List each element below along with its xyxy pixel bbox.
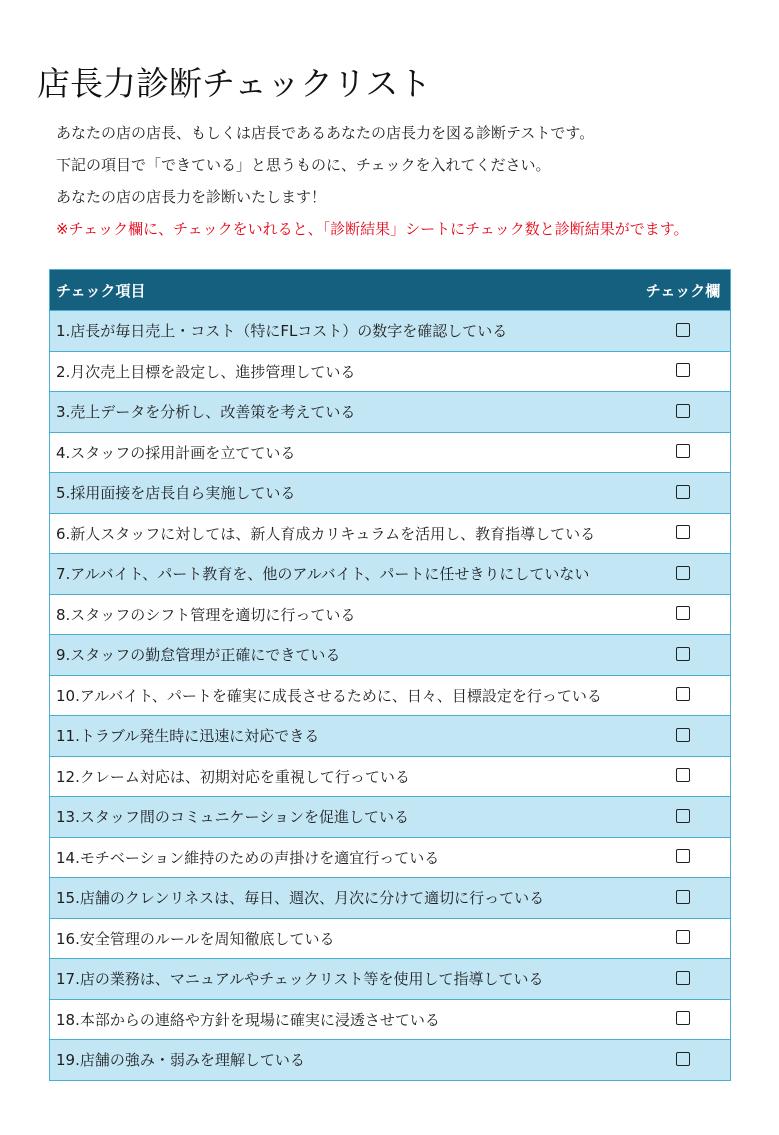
checkbox[interactable] — [676, 363, 690, 377]
checkbox[interactable] — [676, 647, 690, 661]
check-item-label: 11.トラブル発生時に迅速に対応できる — [56, 727, 320, 746]
table-row — [50, 715, 730, 756]
check-cell — [636, 392, 730, 432]
check-cell — [636, 1000, 730, 1040]
checkbox[interactable] — [676, 768, 690, 782]
check-item-label: 4.スタッフの採用計画を立てている — [56, 443, 296, 462]
check-item-label: 3.売上データを分析し、改善策を考えている — [56, 403, 356, 422]
header-check-column: チェック欄 — [645, 281, 721, 300]
checkbox[interactable] — [676, 890, 690, 904]
check-cell — [636, 757, 730, 797]
table-row — [50, 1039, 730, 1080]
table-row — [50, 391, 730, 432]
check-cell — [636, 554, 730, 594]
check-item-label: 1.店長が毎日売上・コスト（特にFLコスト）の数字を確認している — [56, 322, 508, 341]
table-row — [50, 877, 730, 918]
checkbox[interactable] — [676, 444, 690, 458]
check-item-label: 15.店舗のクレンリネスは、毎日、週次、月次に分けて適切に行っている — [56, 889, 545, 908]
check-item-label: 7.アルバイト、パート教育を、他のアルバイト、パートに任せきりにしていない — [56, 565, 590, 584]
table-row — [50, 999, 730, 1040]
check-cell — [636, 838, 730, 878]
checkbox[interactable] — [676, 971, 690, 985]
page-title: 店長力診断チェックリスト — [37, 64, 432, 103]
checkbox[interactable] — [676, 809, 690, 823]
check-item-label: 18.本部からの連絡や方針を現場に確実に浸透させている — [56, 1010, 440, 1029]
table-header — [50, 270, 730, 310]
table-row — [50, 918, 730, 959]
check-item-label: 12.クレーム対応は、初期対応を重視して行っている — [56, 767, 410, 786]
checklist-table — [49, 269, 731, 1081]
check-item-label: 16.安全管理のルールを周知徹底している — [56, 929, 335, 948]
table-row — [50, 472, 730, 513]
check-cell — [636, 473, 730, 513]
check-item-label: 19.店舗の強み・弱みを理解している — [56, 1051, 305, 1070]
table-row — [50, 837, 730, 878]
checkbox[interactable] — [676, 728, 690, 742]
intro-text — [56, 117, 756, 245]
table-row — [50, 553, 730, 594]
check-item-label: 2.月次売上目標を設定し、進捗管理している — [56, 362, 356, 381]
table-row — [50, 351, 730, 392]
checkbox[interactable] — [676, 1011, 690, 1025]
table-row — [50, 634, 730, 675]
check-item-label: 17.店の業務は、マニュアルやチェックリスト等を使用して指導している — [56, 970, 544, 989]
check-cell — [636, 514, 730, 554]
table-row — [50, 675, 730, 716]
table-row — [50, 756, 730, 797]
check-cell — [636, 311, 730, 351]
check-cell — [636, 595, 730, 635]
intro-line: あなたの店の店長、もしくは店長であるあなたの店長力を図る診断テストです。 — [56, 124, 595, 142]
header-check-item: チェック項目 — [56, 281, 146, 300]
check-item-label: 5.採用面接を店長自ら実施している — [56, 484, 296, 503]
checkbox[interactable] — [676, 1052, 690, 1066]
check-item-label: 14.モチベーション維持のための声掛けを適宜行っている — [56, 848, 440, 867]
table-row — [50, 432, 730, 473]
checkbox[interactable] — [676, 606, 690, 620]
table-row — [50, 310, 730, 351]
check-cell — [636, 797, 730, 837]
check-cell — [636, 959, 730, 999]
check-cell — [636, 716, 730, 756]
checkbox[interactable] — [676, 930, 690, 944]
check-item-label: 6.新人スタッフに対しては、新人育成カリキュラムを活用し、教育指導している — [56, 524, 596, 543]
table-row — [50, 958, 730, 999]
check-item-label: 9.スタッフの勤怠管理が正確にできている — [56, 646, 341, 665]
check-item-label: 10.アルバイト、パートを確実に成長させるために、日々、目標設定を行っている — [56, 686, 602, 705]
checkbox[interactable] — [676, 687, 690, 701]
check-cell — [636, 635, 730, 675]
check-item-label: 13.スタッフ間のコミュニケーションを促進している — [56, 808, 409, 827]
check-cell — [636, 919, 730, 959]
table-row — [50, 594, 730, 635]
table-row — [50, 796, 730, 837]
check-cell — [636, 433, 730, 473]
table-row — [50, 513, 730, 554]
check-item-label: 8.スタッフのシフト管理を適切に行っている — [56, 605, 356, 624]
check-cell — [636, 1040, 730, 1080]
checkbox[interactable] — [676, 849, 690, 863]
checkbox[interactable] — [676, 323, 690, 337]
checkbox[interactable] — [676, 566, 690, 580]
checkbox[interactable] — [676, 485, 690, 499]
intro-line: 下記の項目で「できている」と思うものに、チェックを入れてください。 — [56, 156, 551, 174]
check-cell — [636, 878, 730, 918]
intro-line: あなたの店の店長力を診断いたします！ — [56, 188, 327, 206]
note-text: ※チェック欄に、チェックをいれると、「診断結果」シートにチェック数と診断結果がでます。 — [56, 220, 689, 238]
checkbox[interactable] — [676, 404, 690, 418]
checkbox[interactable] — [676, 525, 690, 539]
check-cell — [636, 676, 730, 716]
check-cell — [636, 352, 730, 392]
